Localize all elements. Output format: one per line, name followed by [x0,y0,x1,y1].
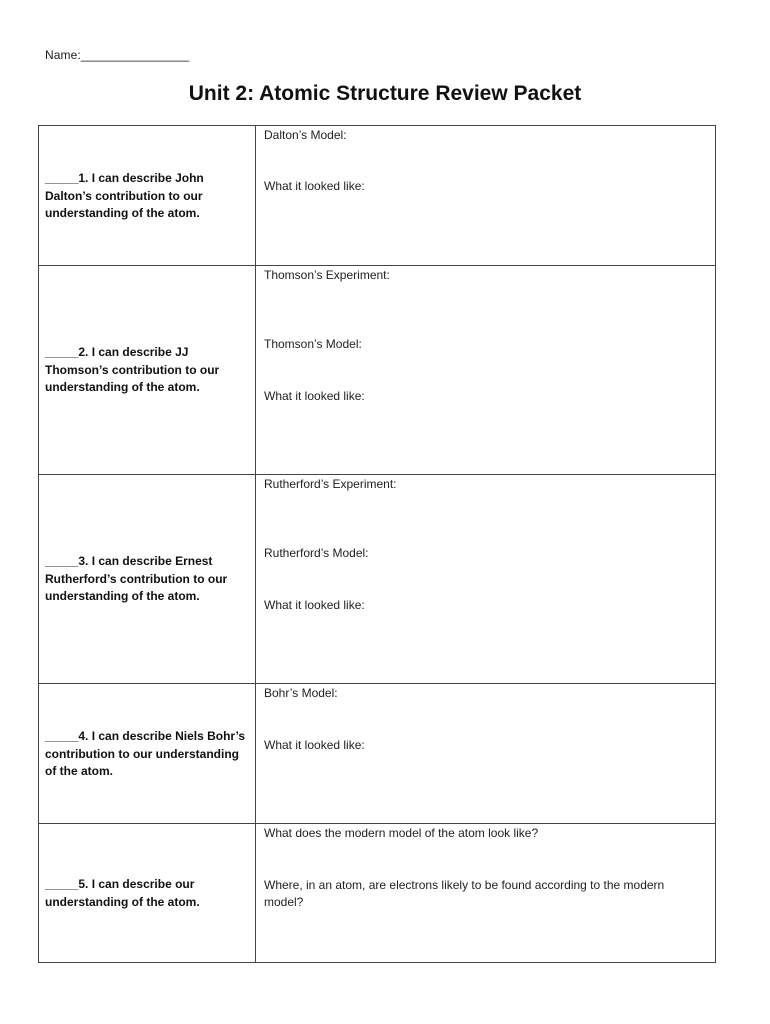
review-table [38,125,716,963]
prompt-label: Thomson’s Model: [264,337,362,351]
learning-target-cell [39,126,256,266]
prompt-label: What it looked like: [264,598,365,612]
prompt-label: Bohr’s Model: [264,686,338,700]
learning-target-cell [39,266,256,475]
table-row [39,475,716,684]
page-title: Unit 2: Atomic Structure Review Packet [188,82,582,105]
notes-cell[interactable] [256,684,716,824]
prompt-label: What it looked like: [264,738,365,752]
learning-target-cell [39,824,256,963]
prompt-label: Rutherford’s Experiment: [264,477,397,491]
table-row [39,824,716,963]
prompt-label: Rutherford’s Model: [264,546,369,560]
table-row [39,266,716,475]
notes-cell[interactable] [256,475,716,684]
prompt-label: Dalton’s Model: [264,128,347,142]
notes-cell[interactable] [256,126,716,266]
prompt-label: What does the modern model of the atom look like? [264,826,539,840]
notes-cell[interactable] [256,824,716,963]
prompt-label: What it looked like: [264,179,365,193]
learning-target-text: _____5. I can describe our understanding of the atom. [45,877,200,909]
learning-target-cell [39,684,256,824]
table-row [39,684,716,824]
learning-target-text: _____1. I can describe John Dalton’s contribution to our understanding of the atom. [45,171,204,220]
prompt-label: Where, in an atom, are electrons likely to be found according to the modern model? [264,878,665,909]
name-field-label: Name:________________ [45,48,190,62]
notes-cell[interactable] [256,266,716,475]
learning-target-text: _____2. I can describe JJ Thomson’s contribution to our understanding of the atom. [45,345,220,394]
learning-target-cell [39,475,256,684]
prompt-label: What it looked like: [264,389,365,403]
learning-target-text: _____3. I can describe Ernest Rutherford’s contribution to our understanding of the atom. [45,554,228,603]
prompt-label: Thomson’s Experiment: [264,268,390,282]
learning-target-text: _____4. I can describe Niels Bohr’s contribution to our understanding of the atom. [45,729,246,778]
table-row [39,126,716,266]
